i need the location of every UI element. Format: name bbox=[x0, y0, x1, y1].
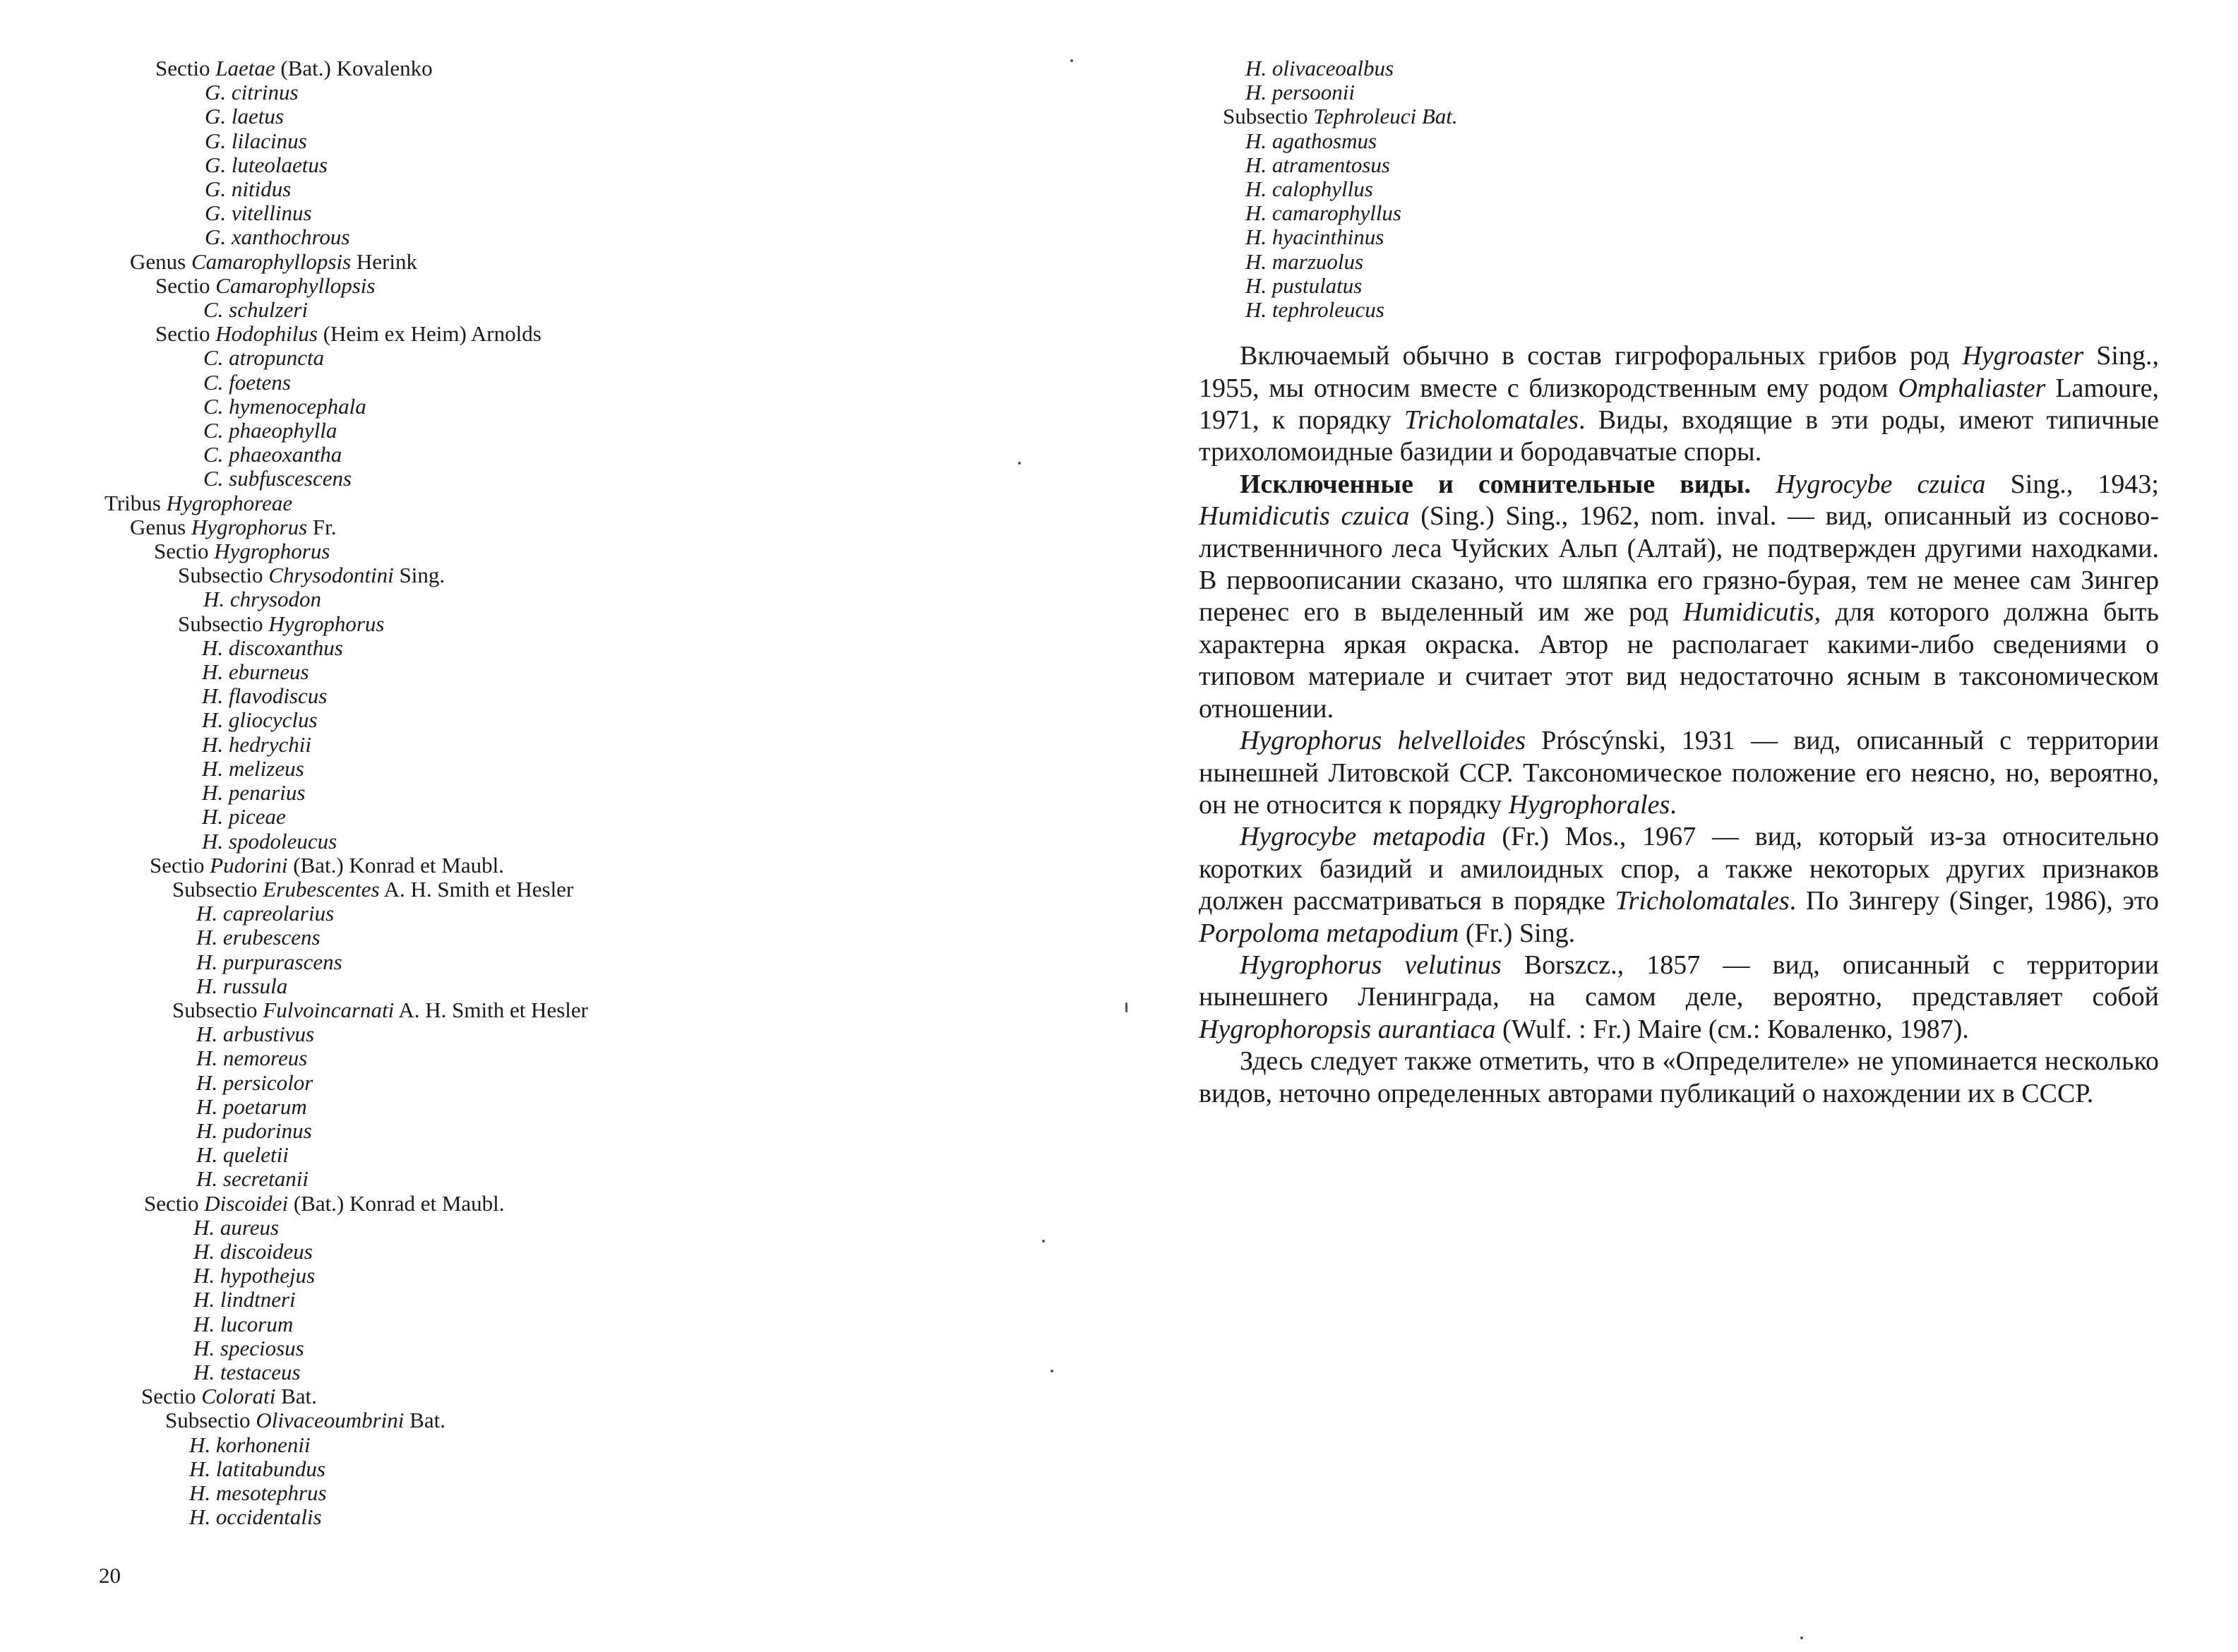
rank-label: Genus bbox=[130, 249, 191, 274]
page-number: 20 bbox=[99, 1563, 121, 1588]
taxon-line bbox=[99, 346, 1087, 370]
text-run: . bbox=[1670, 789, 1677, 820]
taxon-line bbox=[99, 708, 1087, 732]
taxon-name: H. gliocyclus bbox=[202, 707, 318, 733]
text-run: (Wulf. : Fr.) Maire (см.: Коваленко, 1987). bbox=[1495, 1014, 1969, 1044]
taxon-name: Hodophilus bbox=[215, 321, 318, 347]
section-heading: Исключенные и сомнительные виды. bbox=[1240, 469, 1752, 499]
rank-label: Sectio bbox=[150, 852, 210, 878]
taxon-line bbox=[99, 153, 1087, 177]
authority: A. H. Smith et Hesler bbox=[394, 997, 588, 1022]
taxon-name: H. flavodiscus bbox=[202, 683, 328, 709]
taxon-line bbox=[99, 467, 1087, 491]
text-run: Sing., 1955, мы относим вместе с близкородственным ему родом bbox=[1199, 341, 2159, 403]
taxon-line bbox=[99, 104, 1087, 128]
text-run: (Sing.) Sing., 1962, nom. inval. — вид, описанный из сосново-лиственничного леса Чуйских Альп (Алтай), не подтвержден другими находками. В первоописании сказано, что шляпка его грязно-бурая, тем не менее сам Зингер перенес его в выделенный им же род bbox=[1199, 501, 2159, 628]
taxon-line bbox=[99, 805, 1087, 829]
taxon-line bbox=[99, 854, 1087, 878]
taxon-name: H. discoideus bbox=[193, 1238, 313, 1264]
taxon-name: H. russula bbox=[196, 973, 288, 998]
taxon-name: H. secretanii bbox=[196, 1166, 309, 1192]
taxon-name: C. atropuncta bbox=[203, 345, 325, 371]
taxon-line bbox=[99, 1433, 1087, 1457]
taxon-name: C. foetens bbox=[203, 369, 291, 395]
taxon-line bbox=[99, 1384, 1087, 1408]
scan-speck bbox=[1070, 59, 1073, 62]
authority: (Bat.) Konrad et Maubl. bbox=[288, 1190, 505, 1216]
taxon-name: G. xanthochrous bbox=[205, 225, 350, 250]
text-run bbox=[1751, 469, 1776, 499]
taxon-line bbox=[99, 1360, 1087, 1384]
taxon-name: H. korhonenii bbox=[189, 1432, 311, 1457]
taxon-line bbox=[99, 830, 1087, 854]
rank-label: Subsectio bbox=[1223, 104, 1314, 129]
taxon-name: H. queletii bbox=[196, 1142, 289, 1168]
taxon-name: H. occidentalis bbox=[189, 1504, 322, 1530]
taxon-line bbox=[1199, 274, 2159, 298]
paragraph bbox=[1199, 1046, 2159, 1110]
taxon-name: H. testaceus bbox=[193, 1359, 301, 1384]
text-run: (Fr.) Sing. bbox=[1459, 918, 1576, 948]
discussion-text bbox=[1199, 340, 2159, 1110]
rank-label: Tribus bbox=[104, 490, 167, 515]
taxon-name: H. hypothejus bbox=[193, 1263, 316, 1288]
taxon-name: H. arbustivus bbox=[196, 1022, 315, 1047]
text-run: Sing., 1943; bbox=[1985, 469, 2159, 499]
text-run: Próscýnski, 1931 — вид, описанный с территории нынешней Литовской ССР. Таксономическое положение его неясно, но, вероятно, он не относится к порядку bbox=[1199, 726, 2159, 820]
taxon-line bbox=[1199, 153, 2159, 177]
scan-speck bbox=[1800, 1636, 1803, 1639]
scan-speck bbox=[1125, 1002, 1127, 1012]
taxon-name: H. penarius bbox=[202, 780, 306, 806]
taxon-name: H. camarophyllus bbox=[1245, 200, 1401, 226]
taxon-line bbox=[1199, 250, 2159, 274]
taxon-name: Pudorini bbox=[210, 852, 288, 878]
taxon-line bbox=[1199, 80, 2159, 104]
taxon-line bbox=[99, 1457, 1087, 1481]
rank-label: Subsectio bbox=[178, 563, 269, 588]
left-page bbox=[99, 56, 1087, 1529]
italic-term: Hygrocybe czuica bbox=[1776, 469, 1986, 499]
taxon-line bbox=[1199, 56, 2159, 80]
taxon-name: H. speciosus bbox=[193, 1335, 304, 1360]
authority: A. H. Smith et Hesler bbox=[379, 876, 574, 902]
taxon-line bbox=[99, 733, 1087, 757]
taxon-name: Hygrophorus bbox=[214, 539, 330, 564]
taxon-line bbox=[99, 1143, 1087, 1167]
italic-term: Tricholomatales bbox=[1615, 886, 1790, 916]
taxon-name: H. lindtneri bbox=[193, 1287, 296, 1312]
taxon-line bbox=[99, 1288, 1087, 1312]
taxon-name: H. pustulatus bbox=[1245, 273, 1363, 298]
taxon-line bbox=[99, 1336, 1087, 1360]
taxon-line bbox=[99, 298, 1087, 322]
taxon-name: H. persicolor bbox=[196, 1070, 313, 1095]
right-page bbox=[1199, 56, 2159, 1110]
taxonomy-list-left bbox=[99, 56, 1087, 1529]
taxon-name: Olivaceoumbrini bbox=[256, 1408, 405, 1433]
taxon-line bbox=[1199, 129, 2159, 153]
taxon-name: H. capreolarius bbox=[196, 901, 335, 926]
paragraph bbox=[1199, 821, 2159, 950]
rank-label: Sectio bbox=[141, 1384, 202, 1409]
taxon-line bbox=[99, 1505, 1087, 1529]
taxon-line bbox=[99, 1240, 1087, 1264]
taxon-name: Camarophyllopsis bbox=[191, 249, 352, 274]
paragraph bbox=[1199, 950, 2159, 1046]
italic-term: Hygroaster bbox=[1962, 341, 2084, 371]
taxon-name: C. phaeophylla bbox=[203, 418, 337, 443]
taxon-line bbox=[99, 56, 1087, 80]
italic-term: Humidicutis czuica bbox=[1199, 501, 1410, 532]
taxon-name: C. hymenocephala bbox=[203, 393, 366, 419]
taxon-name: C. phaeoxantha bbox=[203, 442, 342, 467]
rank-label: Subsectio bbox=[172, 876, 263, 902]
text-run: Включаемый обычно в состав гигрофоральных грибов род bbox=[1240, 341, 1963, 371]
taxon-line bbox=[99, 515, 1087, 539]
taxon-line bbox=[99, 1192, 1087, 1216]
paragraph bbox=[1199, 340, 2159, 469]
italic-term: Hygrophorus helvelloides bbox=[1240, 726, 1526, 756]
taxon-line bbox=[99, 201, 1087, 225]
taxon-name: H. olivaceoalbus bbox=[1245, 56, 1394, 80]
taxon-line bbox=[99, 1095, 1087, 1119]
taxon-line bbox=[1199, 201, 2159, 225]
authority: Bat. bbox=[404, 1408, 445, 1433]
taxon-line bbox=[99, 1119, 1087, 1143]
rank-label: Subsectio bbox=[178, 611, 269, 636]
taxon-name: H. discoxanthus bbox=[202, 635, 343, 660]
taxon-line bbox=[99, 1167, 1087, 1191]
taxon-name: H. eburneus bbox=[202, 659, 309, 685]
taxon-line bbox=[99, 781, 1087, 805]
authority: Herink bbox=[351, 249, 418, 274]
taxon-name: Discoidei bbox=[204, 1190, 289, 1216]
taxon-name: Hygrophorus bbox=[191, 514, 308, 539]
italic-term: Omphaliaster bbox=[1898, 373, 2046, 403]
taxon-name: H. tephroleucus bbox=[1245, 297, 1384, 323]
taxon-name: H. atramentosus bbox=[1245, 152, 1390, 177]
taxon-name: G. laetus bbox=[205, 104, 284, 129]
text-run: (Fr.) Mos., 1967 — вид, который из-за относительно коротких базидий и амилоидных спор, а также некоторых других признаков должен рассматриваться в порядке bbox=[1199, 822, 2159, 916]
taxon-line bbox=[99, 1408, 1087, 1432]
taxon-name: H. latitabundus bbox=[189, 1456, 325, 1481]
authority: Sing. bbox=[393, 563, 445, 588]
taxon-line bbox=[99, 129, 1087, 153]
text-run: Borszcz., 1857 — вид, описанный с территории нынешнего Ленинграда, на самом деле, вероятно, представляет собой bbox=[1199, 950, 2159, 1012]
taxon-line bbox=[99, 974, 1087, 998]
taxon-line bbox=[99, 998, 1087, 1022]
taxon-line bbox=[99, 274, 1087, 298]
taxon-name: H. poetarum bbox=[196, 1094, 307, 1119]
taxon-line bbox=[99, 902, 1087, 926]
authority: Fr. bbox=[307, 514, 337, 539]
taxon-line bbox=[99, 660, 1087, 684]
scan-speck bbox=[1018, 462, 1021, 465]
scan-speck bbox=[1042, 1240, 1045, 1243]
authority: (Heim ex Heim) Arnolds bbox=[317, 321, 541, 347]
rank-label: Sectio bbox=[154, 539, 215, 564]
italic-term: Hygrophoropsis aurantiaca bbox=[1199, 1014, 1496, 1044]
taxon-line bbox=[99, 1046, 1087, 1070]
taxon-line bbox=[99, 950, 1087, 974]
taxon-name: Colorati bbox=[201, 1384, 276, 1409]
taxon-line bbox=[99, 1071, 1087, 1095]
taxon-name: H. spodoleucus bbox=[202, 828, 337, 854]
taxon-name: H. hedrychii bbox=[202, 731, 311, 757]
rank-label: Sectio bbox=[155, 56, 216, 80]
taxon-name: H. agathosmus bbox=[1245, 128, 1377, 153]
authority: (Bat.) Kovalenko bbox=[275, 56, 433, 80]
text-run: . По Зингеру (Singer, 1986), это bbox=[1789, 886, 2159, 916]
taxon-line bbox=[99, 636, 1087, 660]
text-run: Здесь следует также отметить, что в «Определителе» не упоминается несколько видов, неточно определенных авторами публикаций о нахождении их в СССР. bbox=[1199, 1046, 2159, 1108]
taxon-line bbox=[99, 684, 1087, 708]
italic-term: Tricholomatales bbox=[1404, 405, 1579, 436]
authority: Bat. bbox=[275, 1384, 317, 1409]
taxonomy-list-right bbox=[1199, 56, 2159, 322]
taxon-name: Erubescentes bbox=[263, 876, 380, 902]
taxon-name: H. chrysodon bbox=[203, 587, 322, 612]
taxon-name: H. lucorum bbox=[193, 1311, 294, 1336]
taxon-line bbox=[99, 878, 1087, 902]
taxon-name: Tephroleuci Bat. bbox=[1313, 104, 1458, 129]
taxon-line bbox=[99, 1312, 1087, 1336]
taxon-line bbox=[99, 177, 1087, 201]
taxon-line bbox=[99, 443, 1087, 467]
taxon-line bbox=[99, 419, 1087, 443]
taxon-line bbox=[99, 1216, 1087, 1240]
taxon-name: H. persoonii bbox=[1245, 80, 1355, 105]
taxon-name: H. hyacinthinus bbox=[1245, 225, 1384, 250]
taxon-name: H. marzuolus bbox=[1245, 249, 1364, 274]
taxon-line bbox=[1199, 104, 2159, 128]
italic-term: Hygrophorales bbox=[1508, 789, 1670, 820]
taxon-name: G. vitellinus bbox=[205, 200, 312, 226]
taxon-line bbox=[99, 926, 1087, 950]
rank-label: Genus bbox=[130, 514, 191, 539]
taxon-line bbox=[99, 757, 1087, 781]
taxon-line bbox=[99, 1022, 1087, 1046]
italic-term: Humidicutis bbox=[1682, 597, 1814, 628]
taxon-name: H. melizeus bbox=[202, 755, 304, 781]
taxon-name: G. citrinus bbox=[205, 80, 299, 105]
taxon-line bbox=[99, 612, 1087, 636]
taxon-name: C. schulzeri bbox=[203, 297, 309, 323]
text-run: , для которого должна быть характерна яркая окраска. Автор не располагает какими-либо сведениями о типовом материале и считает этот вид недостаточно ясным в таксономическом отношении. bbox=[1199, 597, 2159, 724]
paragraph bbox=[1199, 469, 2159, 725]
taxon-name: H. piceae bbox=[202, 804, 286, 830]
taxon-name: G. luteolaetus bbox=[205, 152, 328, 177]
taxon-line bbox=[99, 587, 1087, 611]
rank-label: Sectio bbox=[155, 273, 216, 298]
taxon-name: Laetae bbox=[215, 56, 275, 80]
scan-speck bbox=[1051, 1370, 1053, 1372]
authority: (Bat.) Konrad et Maubl. bbox=[287, 852, 504, 878]
italic-term: Hygrophorus velutinus bbox=[1240, 950, 1502, 980]
taxon-name: Hygrophorus bbox=[268, 611, 385, 636]
taxon-name: C. subfuscescens bbox=[203, 466, 352, 491]
taxon-name: Chrysodontini bbox=[268, 563, 394, 588]
taxon-name: G. nitidus bbox=[205, 176, 292, 202]
taxon-line bbox=[99, 539, 1087, 563]
taxon-name: H. pudorinus bbox=[196, 1118, 312, 1143]
taxon-line bbox=[99, 225, 1087, 249]
paragraph bbox=[1199, 725, 2159, 821]
taxon-line bbox=[99, 563, 1087, 587]
taxon-line bbox=[99, 371, 1087, 395]
taxon-name: H. calophyllus bbox=[1245, 176, 1373, 202]
taxon-name: H. purpurascens bbox=[196, 949, 342, 974]
rank-label: Subsectio bbox=[172, 997, 263, 1022]
taxon-line bbox=[99, 395, 1087, 419]
rank-label: Sectio bbox=[144, 1190, 205, 1216]
taxon-line bbox=[99, 1481, 1087, 1505]
text-run: . Виды, входящие в эти роды, имеют типичные трихоломоидные базидии и бородавчатые споры. bbox=[1199, 405, 2159, 467]
taxon-line bbox=[99, 250, 1087, 274]
taxon-name: H. nemoreus bbox=[196, 1046, 308, 1071]
taxon-line bbox=[1199, 298, 2159, 322]
taxon-line bbox=[1199, 177, 2159, 201]
taxon-name: Camarophyllopsis bbox=[215, 273, 376, 298]
taxon-name: Hygrophoreae bbox=[166, 490, 293, 515]
italic-term: Porpoloma metapodium bbox=[1199, 918, 1459, 948]
taxon-line bbox=[1199, 225, 2159, 249]
taxon-name: G. lilacinus bbox=[205, 128, 307, 153]
taxon-name: H. erubescens bbox=[196, 925, 321, 950]
taxon-name: Fulvoincarnati bbox=[263, 997, 395, 1022]
rank-label: Subsectio bbox=[165, 1408, 256, 1433]
rank-label: Sectio bbox=[155, 321, 216, 347]
taxon-line bbox=[99, 80, 1087, 104]
text-run: Lamoure, 1971, к порядку bbox=[1199, 373, 2159, 436]
taxon-name: H. aureus bbox=[193, 1214, 280, 1240]
taxon-name: H. mesotephrus bbox=[189, 1480, 327, 1505]
taxon-line bbox=[99, 1264, 1087, 1288]
italic-term: Hygrocybe metapodia bbox=[1240, 822, 1486, 852]
taxon-line bbox=[99, 491, 1087, 515]
taxon-line bbox=[99, 322, 1087, 346]
